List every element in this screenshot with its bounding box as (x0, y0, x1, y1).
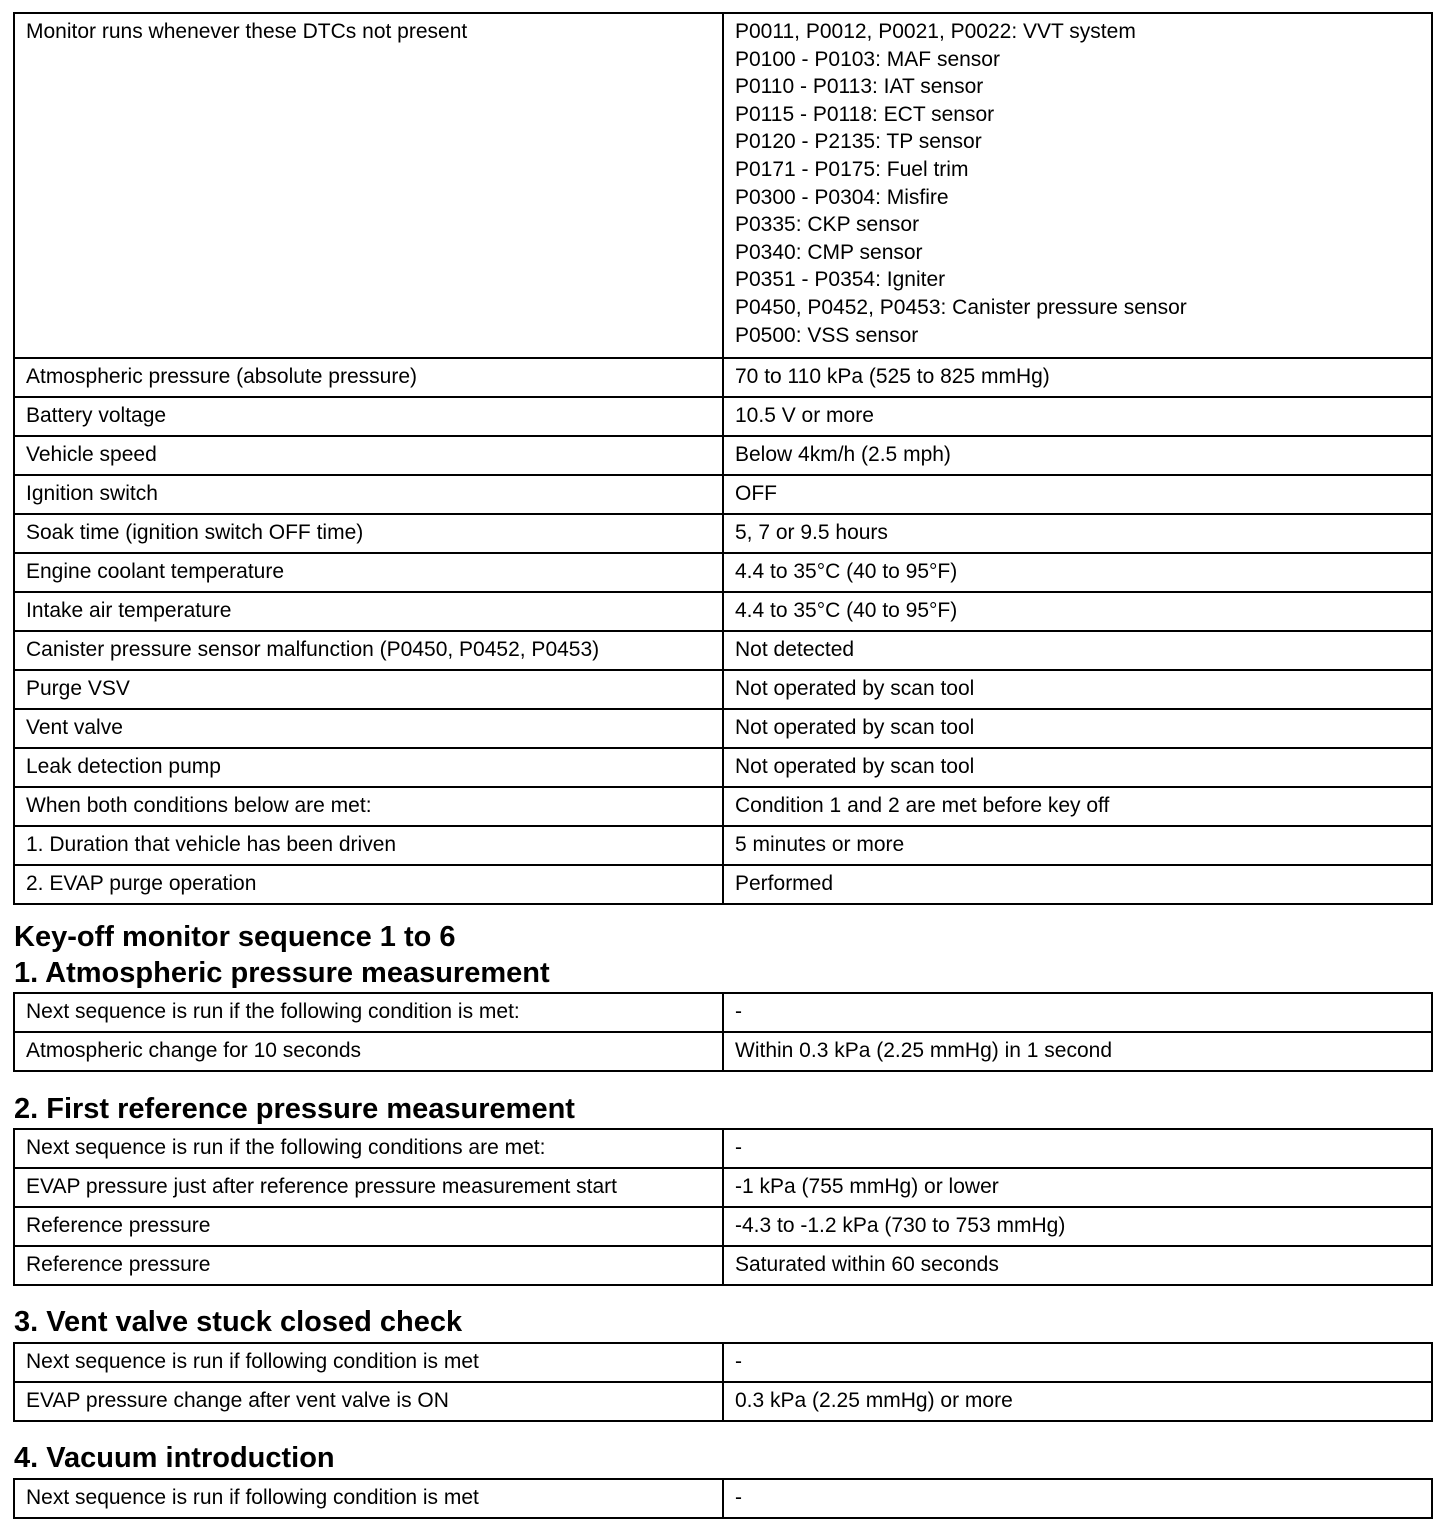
dtc-list-item: P0120 - P2135: TP sensor (735, 130, 982, 154)
condition-value: - (723, 1129, 1432, 1168)
dtc-list-item: P0450, P0452, P0453: Canister pressure sensor (735, 295, 1187, 319)
condition-label: Soak time (ignition switch OFF time) (14, 514, 723, 553)
table-row (14, 787, 1432, 826)
table-row (14, 553, 1432, 592)
condition-value: Performed (723, 865, 1432, 904)
condition-label: Next sequence is run if the following conditions are met: (14, 1129, 723, 1168)
condition-value: -1 kPa (755 mmHg) or lower (723, 1168, 1432, 1207)
table-row (14, 993, 1432, 1032)
condition-value: Below 4km/h (2.5 mph) (723, 436, 1432, 475)
section-table (13, 1342, 1433, 1422)
section-heading: 2. First reference pressure measurement (14, 1093, 575, 1125)
table-row (14, 1168, 1432, 1207)
condition-label: Canister pressure sensor malfunction (P0450, P0452, P0453) (14, 631, 723, 670)
condition-label: 2. EVAP purge operation (14, 865, 723, 904)
condition-label: Leak detection pump (14, 748, 723, 787)
condition-value: Not operated by scan tool (723, 709, 1432, 748)
condition-value: Within 0.3 kPa (2.25 mmHg) in 1 second (723, 1032, 1432, 1071)
dtc-list-item: P0100 - P0103: MAF sensor (735, 47, 1000, 71)
condition-label: Intake air temperature (14, 592, 723, 631)
monitor-conditions-table (13, 12, 1433, 905)
condition-value: OFF (723, 475, 1432, 514)
table-row (14, 709, 1432, 748)
condition-label: Purge VSV (14, 670, 723, 709)
condition-value: - (723, 1479, 1432, 1518)
condition-label: Atmospheric pressure (absolute pressure) (14, 358, 723, 397)
condition-label: Next sequence is run if the following condition is met: (14, 993, 723, 1032)
table-row (14, 592, 1432, 631)
dtc-list-item: P0351 - P0354: Igniter (735, 268, 946, 292)
condition-value: Condition 1 and 2 are met before key off (723, 787, 1432, 826)
condition-label: Reference pressure (14, 1246, 723, 1285)
table-row (14, 397, 1432, 436)
dtc-list-item: P0110 - P0113: IAT sensor (735, 75, 984, 99)
condition-label: Next sequence is run if following condition is met (14, 1479, 723, 1518)
dtc-list-item: P0171 - P0175: Fuel trim (735, 157, 969, 181)
section-table (13, 1128, 1433, 1286)
condition-label: Reference pressure (14, 1207, 723, 1246)
table-row (14, 748, 1432, 787)
table-row (14, 826, 1432, 865)
table-row (14, 1129, 1432, 1168)
table-row (14, 436, 1432, 475)
condition-label: Next sequence is run if following condition is met (14, 1343, 723, 1382)
section-heading: 3. Vent valve stuck closed check (14, 1306, 463, 1338)
table-row (14, 1207, 1432, 1246)
section-table (13, 992, 1433, 1072)
condition-label: EVAP pressure change after vent valve is ON (14, 1382, 723, 1421)
table-row (14, 631, 1432, 670)
table-row (14, 358, 1432, 397)
table-row (14, 1246, 1432, 1285)
dtc-row-label: Monitor runs whenever these DTCs not present (14, 13, 723, 358)
table-row (14, 13, 1432, 358)
condition-label: Battery voltage (14, 397, 723, 436)
condition-value: 70 to 110 kPa (525 to 825 mmHg) (723, 358, 1432, 397)
table-row (14, 670, 1432, 709)
condition-value: 4.4 to 35°C (40 to 95°F) (723, 553, 1432, 592)
condition-value: 10.5 V or more (723, 397, 1432, 436)
condition-value: Saturated within 60 seconds (723, 1246, 1432, 1285)
condition-label: Vehicle speed (14, 436, 723, 475)
dtc-list-item: P0115 - P0118: ECT sensor (735, 102, 995, 126)
condition-label: Engine coolant temperature (14, 553, 723, 592)
condition-label: When both conditions below are met: (14, 787, 723, 826)
condition-value: - (723, 993, 1432, 1032)
condition-value: -4.3 to -1.2 kPa (730 to 753 mmHg) (723, 1207, 1432, 1246)
condition-value: Not detected (723, 631, 1432, 670)
dtc-list-item: P0300 - P0304: Misfire (735, 185, 949, 209)
table-row (14, 1343, 1432, 1382)
dtc-list-item: P0335: CKP sensor (735, 213, 920, 237)
table-row (14, 1032, 1432, 1071)
condition-value: 0.3 kPa (2.25 mmHg) or more (723, 1382, 1432, 1421)
dtc-list-item: P0011, P0012, P0021, P0022: VVT system (735, 20, 1136, 43)
condition-label: 1. Duration that vehicle has been driven (14, 826, 723, 865)
condition-value: - (723, 1343, 1432, 1382)
section-heading: 1. Atmospheric pressure measurement (14, 957, 550, 989)
dtc-list (723, 13, 1432, 358)
condition-value: 5 minutes or more (723, 826, 1432, 865)
table-row (14, 1479, 1432, 1518)
condition-label: Atmospheric change for 10 seconds (14, 1032, 723, 1071)
table-row (14, 514, 1432, 553)
table-row (14, 475, 1432, 514)
dtc-list-item: P0340: CMP sensor (735, 240, 923, 264)
condition-value: 4.4 to 35°C (40 to 95°F) (723, 592, 1432, 631)
section-table (13, 1478, 1433, 1519)
dtc-list-item: P0500: VSS sensor (735, 323, 919, 347)
table-row (14, 865, 1432, 904)
condition-value: 5, 7 or 9.5 hours (723, 514, 1432, 553)
sequence-title: Key-off monitor sequence 1 to 6 (14, 921, 456, 953)
condition-label: EVAP pressure just after reference pressure measurement start (14, 1168, 723, 1207)
condition-value: Not operated by scan tool (723, 670, 1432, 709)
condition-value: Not operated by scan tool (723, 748, 1432, 787)
table-row (14, 1382, 1432, 1421)
condition-label: Ignition switch (14, 475, 723, 514)
section-heading: 4. Vacuum introduction (14, 1442, 335, 1474)
condition-label: Vent valve (14, 709, 723, 748)
